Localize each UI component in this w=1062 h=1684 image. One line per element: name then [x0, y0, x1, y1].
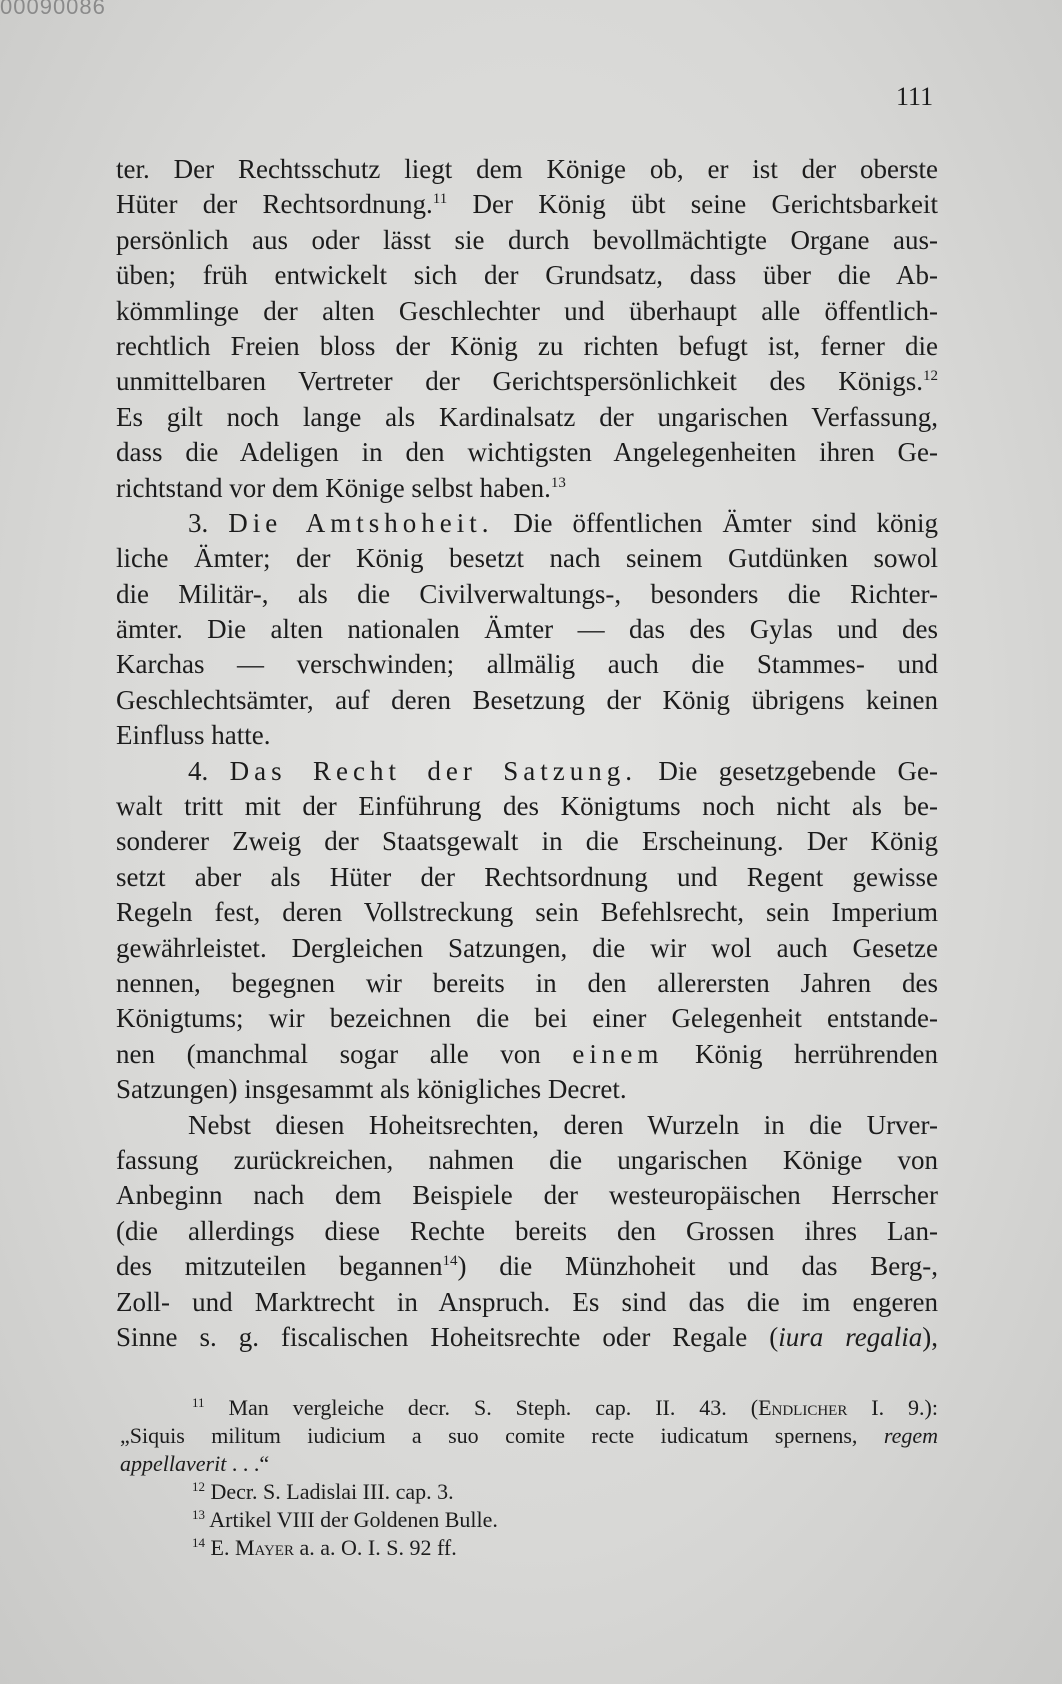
body-line	[116, 895, 938, 930]
body-text: ),	[922, 1321, 938, 1352]
footnote-line	[120, 1534, 938, 1562]
body-line	[116, 754, 938, 789]
body-text: Karchas — verschwinden; allmälig auch die Stammes- und	[116, 649, 938, 680]
body-text: Anbeginn nach dem Beispiele der westeuropäischen Herrscher	[116, 1180, 938, 1211]
body-text: Das Recht der Satzung.	[229, 755, 637, 786]
footnote-text: Man vergleiche decr. S. Steph. cap. II. 43. (	[204, 1395, 759, 1420]
scan-id: 00090086	[0, 0, 106, 19]
body-text: setzt aber als Hüter der Rechtsordnung und Regent gewisse	[116, 861, 938, 892]
body-text: fassung zurückreichen, nahmen die ungarischen Könige von	[116, 1144, 938, 1175]
body-line	[116, 860, 938, 895]
body-line	[116, 1108, 938, 1143]
footnote-marker: 12	[923, 368, 938, 385]
body-text: Regeln fest, deren Vollstreckung sein Befehlsrecht, sein Imperium	[116, 897, 938, 928]
footnote-text: „Siquis militum iudicium a suo comite recte iudicatum spernens,	[120, 1423, 884, 1448]
footnote-marker: 14	[192, 1535, 205, 1550]
body-line	[116, 294, 938, 329]
body-line	[116, 718, 938, 753]
body-line	[116, 1143, 938, 1178]
body-text: König herrührenden	[663, 1038, 938, 1069]
body-line	[116, 541, 938, 576]
footnote-text: . . .“	[226, 1451, 270, 1476]
body-line	[116, 152, 938, 187]
body-line	[116, 1285, 938, 1320]
body-line	[116, 1249, 938, 1284]
body-text: ter. Der Rechtsschutz liegt dem Könige ob, er ist der oberste	[116, 154, 938, 184]
body-text: kömmlinge der alten Geschlechter und überhaupt alle öffentlich-	[116, 295, 938, 326]
footnote-text: I. 9.):	[847, 1395, 938, 1420]
body-line	[116, 187, 938, 222]
body-text: persönlich aus oder lässt sie durch bevollmächtigte Organe aus-	[116, 224, 938, 255]
footnote-text: regem	[883, 1423, 938, 1448]
footnote-line	[120, 1478, 938, 1506]
footnote-text: Artikel VIII der Goldenen Bulle.	[205, 1507, 498, 1532]
footnote-text: Mayer	[234, 1535, 294, 1560]
body-line	[116, 577, 938, 612]
body-text: rechtlich Freien bloss der König zu richten befugt ist, ferner die	[116, 330, 938, 361]
body-text: ämter. Die alten nationalen Ämter — das des Gylas und des	[116, 614, 938, 645]
body-line	[116, 1178, 938, 1213]
body-line	[116, 612, 938, 647]
body-text: einem	[572, 1038, 664, 1069]
footnote-marker: 14	[442, 1253, 458, 1270]
body-text	[116, 152, 938, 1355]
body-line	[116, 1320, 938, 1355]
body-text: (die allerdings diese Rechte bereits den Grossen ihres Lan-	[116, 1215, 938, 1246]
body-text: 4.	[188, 755, 230, 786]
footnote-line	[120, 1422, 938, 1450]
footnote-marker: 12	[192, 1479, 205, 1494]
body-text: dass die Adeligen in den wichtigsten Angelegenheiten ihren Ge-	[116, 437, 938, 468]
footnote-marker: 11	[192, 1395, 205, 1410]
body-text: liche Ämter; der König besetzt nach seinem Gutdünken sowol	[116, 543, 938, 574]
body-text: Nebst diesen Hoheitsrechten, deren Wurzeln in die Urver-	[188, 1109, 938, 1140]
body-text: nennen, begegnen wir bereits in den allerersten Jahren des	[116, 967, 938, 998]
body-line	[116, 1037, 938, 1072]
body-line	[116, 258, 938, 293]
body-text: Sinne s. g. fiscalischen Hoheitsrechte oder Regale (	[116, 1321, 779, 1352]
body-line	[116, 966, 938, 1001]
body-text: die Militär-, als die Civilverwaltungs-, besonders die Richter-	[116, 578, 938, 609]
body-text: walt tritt mit der Einführung des Königtums noch nicht als be-	[116, 791, 938, 822]
footnote-text: Endlicher	[758, 1395, 848, 1420]
body-text: Die gesetzgebende Ge-	[636, 755, 939, 786]
footnote-text: appellaverit	[120, 1451, 227, 1476]
body-line	[116, 400, 938, 435]
body-line	[116, 789, 938, 824]
body-line	[116, 1214, 938, 1249]
body-text: Die öffentlichen Ämter sind könig	[493, 507, 939, 538]
body-text: Königtums; wir bezeichnen die bei einer Gelegenheit entstande-	[116, 1003, 938, 1034]
body-line	[116, 471, 938, 506]
footnote-marker: 13	[192, 1507, 205, 1522]
body-text: nen (manchmal sogar alle von	[116, 1038, 573, 1069]
body-text: Hüter der Rechtsordnung.	[116, 189, 433, 220]
body-line	[116, 647, 938, 682]
body-line	[116, 1001, 938, 1036]
footnote-line	[120, 1506, 938, 1534]
body-line	[116, 223, 938, 258]
body-text: Es gilt noch lange als Kardinalsatz der ungarischen Verfassung,	[116, 401, 938, 432]
footnotes	[120, 1394, 938, 1562]
body-line	[116, 364, 938, 399]
footnote-text: Decr. S. Ladislai III. cap. 3.	[205, 1479, 454, 1504]
footnote-line	[120, 1450, 938, 1478]
body-line	[116, 824, 938, 859]
footnote-marker: 13	[550, 474, 566, 491]
footnote-marker: 11	[432, 191, 448, 208]
body-text: sonderer Zweig der Staatsgewalt in die Erscheinung. Der König	[116, 826, 938, 857]
page-number: 111	[896, 82, 934, 111]
footnote-text: E.	[205, 1535, 235, 1560]
body-line	[116, 931, 938, 966]
body-text: 3.	[188, 507, 229, 538]
body-text: Geschlechtsämter, auf deren Besetzung der König übrigens keinen	[116, 684, 938, 715]
body-text: iura regalia	[778, 1321, 923, 1352]
body-text: Satzungen) insgesammt als königliches Decret.	[116, 1074, 627, 1105]
body-text: richtstand vor dem Könige selbst haben.	[116, 472, 551, 503]
body-text: unmittelbaren Vertreter der Gerichtspersönlichkeit des Königs.	[116, 366, 923, 397]
body-text: gewährleistet. Dergleichen Satzungen, die wir wol auch Gesetze	[116, 932, 938, 963]
body-line	[116, 506, 938, 541]
body-text: des mitzuteilen begannen	[116, 1251, 443, 1282]
footnote-text: a. a. O. I. S. 92 ff.	[293, 1535, 457, 1560]
footnote-line	[120, 1394, 938, 1422]
body-text: Einfluss hatte.	[116, 720, 271, 751]
body-line	[116, 329, 938, 364]
body-text: üben; früh entwickelt sich der Grundsatz, dass über die Ab-	[116, 260, 938, 291]
body-text: Die Amtshoheit.	[228, 507, 494, 538]
body-text: Zoll- und Marktrecht in Anspruch. Es sind das die im engeren	[116, 1286, 938, 1317]
body-text: ) die Münzhoheit und das Berg-,	[457, 1251, 938, 1282]
body-text: Der König übt seine Gerichtsbarkeit	[447, 189, 938, 220]
body-line	[116, 1072, 938, 1107]
body-line	[116, 435, 938, 470]
body-line	[116, 683, 938, 718]
